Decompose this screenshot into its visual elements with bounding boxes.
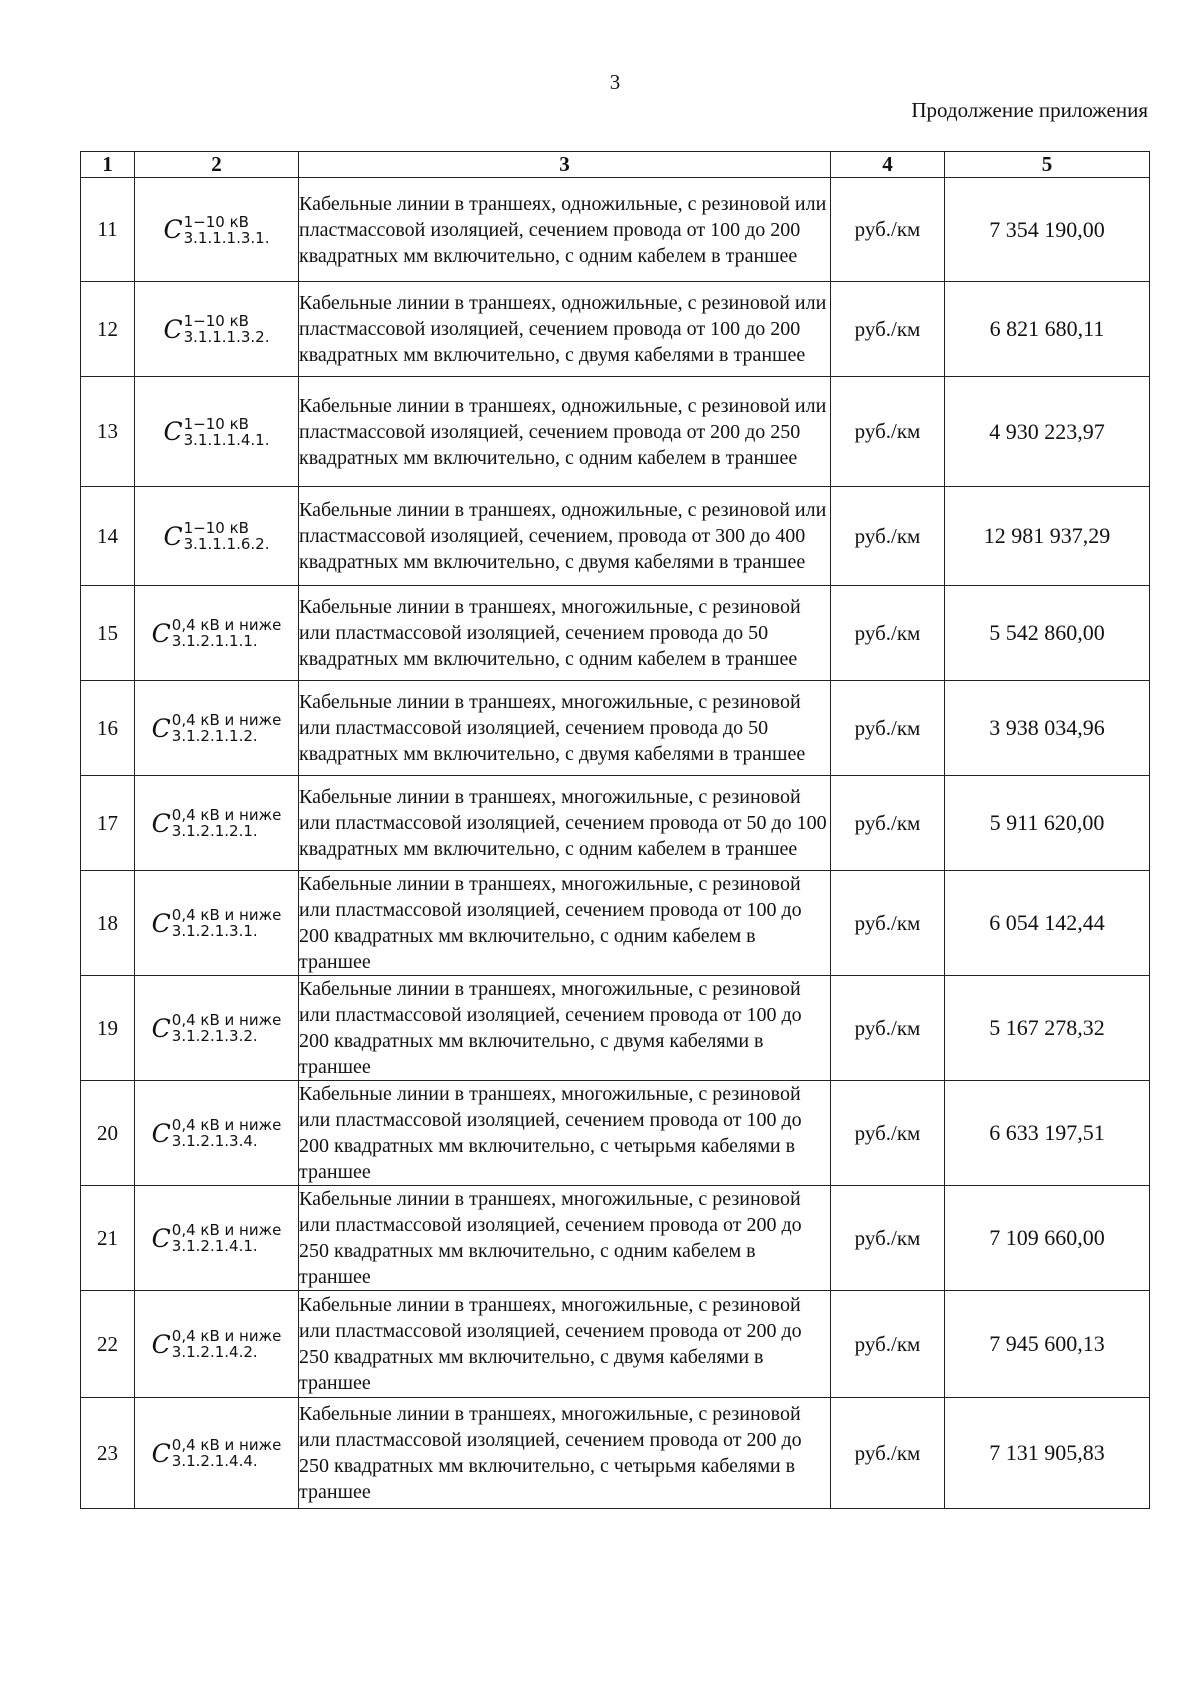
formula — [152, 907, 282, 939]
row-value: 7 109 660,00 — [945, 1186, 1150, 1291]
formula-scripts — [184, 214, 270, 246]
tariff-formula — [135, 776, 299, 871]
row-number: 15 — [81, 586, 135, 681]
row-value: 7 354 190,00 — [945, 178, 1150, 282]
row-description: Кабельные линии в траншеях, одножильные, с резиновой или пластмассовой изоляцией, сечением провода от 100 до 200 квадратных мм включительно, с одним кабелем в траншее — [299, 178, 831, 282]
header-col-3: 3 — [299, 152, 831, 178]
formula-voltage: 0,4 кВ и ниже — [171, 1011, 282, 1029]
tariff-formula — [135, 586, 299, 681]
formula-index: 3.1.2.1.2.1. — [171, 822, 258, 840]
tariff-formula — [135, 1398, 299, 1509]
formula-scripts — [172, 1222, 282, 1254]
tariff-formula — [135, 487, 299, 586]
formula-index: 3.1.1.1.3.1. — [183, 228, 270, 247]
tariff-formula — [135, 871, 299, 976]
tariff-formula — [135, 681, 299, 776]
row-number: 21 — [81, 1186, 135, 1291]
row-value: 5 542 860,00 — [945, 586, 1150, 681]
table-row — [81, 1081, 1150, 1186]
row-unit: руб./км — [831, 1291, 945, 1398]
formula-index: 3.1.1.1.3.2. — [183, 328, 270, 346]
formula-voltage: 0,4 кВ и ниже — [171, 906, 282, 924]
formula-voltage: 0,4 кВ и ниже — [171, 1116, 282, 1134]
formula — [163, 520, 269, 552]
row-number: 14 — [81, 487, 135, 586]
formula-voltage: 1−10 кВ — [183, 414, 249, 433]
formula-symbol: C — [151, 1223, 171, 1253]
formula-symbol: C — [151, 1013, 171, 1043]
row-unit: руб./км — [831, 487, 945, 586]
row-unit: руб./км — [831, 377, 945, 487]
formula-index: 3.1.2.1.3.4. — [171, 1132, 258, 1150]
row-value: 6 054 142,44 — [945, 871, 1150, 976]
row-unit: руб./км — [831, 976, 945, 1081]
table-row — [81, 487, 1150, 586]
table-row — [81, 871, 1150, 976]
formula-scripts — [172, 907, 282, 939]
formula — [152, 1437, 282, 1469]
table-row — [81, 976, 1150, 1081]
formula-symbol: C — [151, 808, 171, 838]
formula-scripts — [184, 520, 270, 552]
tariff-table — [80, 151, 1150, 1509]
formula-scripts — [184, 416, 270, 448]
table-header-row — [81, 152, 1150, 178]
formula — [152, 617, 282, 649]
row-number: 23 — [81, 1398, 135, 1509]
row-value: 7 131 905,83 — [945, 1398, 1150, 1509]
formula — [152, 1012, 282, 1044]
row-number: 16 — [81, 681, 135, 776]
row-description: Кабельные линии в траншеях, многожильные, с резиновой или пластмассовой изоляцией, сечением провода от 100 до 200 квадратных мм включительно, с четырьмя кабелями в траншее — [299, 1081, 831, 1186]
formula-symbol: C — [151, 618, 171, 648]
formula-symbol: C — [151, 1118, 171, 1148]
formula-voltage: 1−10 кВ — [183, 519, 249, 537]
tariff-formula — [135, 178, 299, 282]
row-description: Кабельные линии в траншеях, многожильные, с резиновой или пластмассовой изоляцией, сечением провода от 100 до 200 квадратных мм включительно, с одним кабелем в траншее — [299, 871, 831, 976]
formula — [163, 214, 269, 246]
row-unit: руб./км — [831, 871, 945, 976]
row-number: 22 — [81, 1291, 135, 1398]
row-number: 19 — [81, 976, 135, 1081]
formula-index: 3.1.1.1.4.1. — [183, 430, 270, 449]
tariff-formula — [135, 1081, 299, 1186]
formula-voltage: 0,4 кВ и ниже — [171, 1327, 282, 1345]
table-body — [81, 178, 1150, 1509]
row-description: Кабельные линии в траншеях, одножильные, с резиновой или пластмассовой изоляцией, сечением провода от 100 до 200 квадратных мм включительно, с двумя кабелями в траншее — [299, 282, 831, 377]
formula-scripts — [172, 1012, 282, 1044]
row-description: Кабельные линии в траншеях, многожильные, с резиновой или пластмассовой изоляцией, сечением провода от 100 до 200 квадратных мм включительно, с двумя кабелями в траншее — [299, 976, 831, 1081]
header-col-4: 4 — [831, 152, 945, 178]
formula-index: 3.1.2.1.4.2. — [171, 1343, 258, 1361]
formula-voltage: 0,4 кВ и ниже — [171, 806, 282, 824]
row-number: 13 — [81, 377, 135, 487]
formula-voltage: 0,4 кВ и ниже — [171, 1436, 282, 1454]
tariff-formula — [135, 976, 299, 1081]
row-unit: руб./км — [831, 681, 945, 776]
header-col-2: 2 — [135, 152, 299, 178]
row-unit: руб./км — [831, 1186, 945, 1291]
formula-symbol: C — [151, 1329, 171, 1359]
header-col-1: 1 — [81, 152, 135, 178]
tariff-formula — [135, 377, 299, 487]
row-number: 20 — [81, 1081, 135, 1186]
formula-voltage: 0,4 кВ и ниже — [171, 1221, 282, 1239]
table-row — [81, 178, 1150, 282]
row-description: Кабельные линии в траншеях, многожильные, с резиновой или пластмассовой изоляцией, сечением провода от 200 до 250 квадратных мм включительно, с двумя кабелями в траншее — [299, 1291, 831, 1398]
table-row — [81, 1398, 1150, 1509]
formula-scripts — [172, 1328, 282, 1360]
formula-voltage: 0,4 кВ и ниже — [171, 711, 282, 729]
formula — [163, 313, 269, 345]
table-row — [81, 776, 1150, 871]
formula-index: 3.1.2.1.3.2. — [171, 1027, 258, 1045]
continuation-label: Продолжение приложения — [911, 98, 1148, 122]
row-value: 5 911 620,00 — [945, 776, 1150, 871]
formula-symbol: C — [151, 713, 171, 743]
row-value: 6 633 197,51 — [945, 1081, 1150, 1186]
row-value: 3 938 034,96 — [945, 681, 1150, 776]
row-description: Кабельные линии в траншеях, многожильные, с резиновой или пластмассовой изоляцией, сечением провода от 50 до 100 квадратных мм включительно, с одним кабелем в траншее — [299, 776, 831, 871]
page-number: 3 — [609, 70, 621, 94]
row-unit: руб./км — [831, 282, 945, 377]
formula-index: 3.1.2.1.1.2. — [171, 727, 258, 745]
table-row — [81, 1186, 1150, 1291]
table-row — [81, 586, 1150, 681]
formula — [152, 1117, 282, 1149]
formula-symbol: C — [163, 417, 183, 446]
formula-index: 3.1.2.1.1.1. — [171, 632, 258, 650]
formula — [163, 416, 269, 448]
formula-voltage: 1−10 кВ — [183, 312, 249, 330]
row-unit: руб./км — [831, 1081, 945, 1186]
formula-scripts — [184, 313, 270, 345]
formula-index: 3.1.1.1.6.2. — [183, 535, 270, 553]
row-value: 6 821 680,11 — [945, 282, 1150, 377]
row-unit: руб./км — [831, 586, 945, 681]
formula-symbol: C — [163, 215, 183, 244]
formula-index: 3.1.2.1.4.4. — [171, 1452, 258, 1470]
row-unit: руб./км — [831, 178, 945, 282]
formula — [152, 807, 282, 839]
formula — [152, 1328, 282, 1360]
row-description: Кабельные линии в траншеях, одножильные, с резиновой или пластмассовой изоляцией, сечением, провода от 300 до 400 квадратных мм включительно, с двумя кабелями в траншее — [299, 487, 831, 586]
formula-scripts — [172, 1117, 282, 1149]
row-number: 12 — [81, 282, 135, 377]
formula-voltage: 0,4 кВ и ниже — [171, 616, 282, 634]
formula-voltage: 1−10 кВ — [183, 212, 249, 231]
table-row — [81, 377, 1150, 487]
formula-scripts — [172, 617, 282, 649]
formula-symbol: C — [151, 908, 171, 938]
tariff-formula — [135, 1291, 299, 1398]
row-number: 17 — [81, 776, 135, 871]
formula — [152, 712, 282, 744]
row-description: Кабельные линии в траншеях, многожильные, с резиновой или пластмассовой изоляцией, сечением провода от 200 до 250 квадратных мм включительно, с четырьмя кабелями в траншее — [299, 1398, 831, 1509]
row-value: 4 930 223,97 — [945, 377, 1150, 487]
row-value: 5 167 278,32 — [945, 976, 1150, 1081]
table-row — [81, 1291, 1150, 1398]
row-description: Кабельные линии в траншеях, многожильные, с резиновой или пластмассовой изоляцией, сечением провода до 50 квадратных мм включительно, с двумя кабелями в траншее — [299, 681, 831, 776]
row-description: Кабельные линии в траншеях, одножильные, с резиновой или пластмассовой изоляцией, сечением провода от 200 до 250 квадратных мм включительно, с одним кабелем в траншее — [299, 377, 831, 487]
row-description: Кабельные линии в траншеях, многожильные, с резиновой или пластмассовой изоляцией, сечением провода до 50 квадратных мм включительно, с одним кабелем в траншее — [299, 586, 831, 681]
row-value: 12 981 937,29 — [945, 487, 1150, 586]
tariff-formula — [135, 1186, 299, 1291]
table-row — [81, 681, 1150, 776]
table-row — [81, 282, 1150, 377]
formula-scripts — [172, 1437, 282, 1469]
header-col-5: 5 — [945, 152, 1150, 178]
formula-symbol: C — [151, 1438, 171, 1468]
row-unit: руб./км — [831, 776, 945, 871]
formula-scripts — [172, 712, 282, 744]
row-description: Кабельные линии в траншеях, многожильные, с резиновой или пластмассовой изоляцией, сечением провода от 200 до 250 квадратных мм включительно, с одним кабелем в траншее — [299, 1186, 831, 1291]
formula-symbol: C — [163, 314, 183, 344]
tariff-formula — [135, 282, 299, 377]
formula — [152, 1222, 282, 1254]
row-value: 7 945 600,13 — [945, 1291, 1150, 1398]
row-number: 18 — [81, 871, 135, 976]
row-unit: руб./км — [831, 1398, 945, 1509]
row-number: 11 — [81, 178, 135, 282]
formula-index: 3.1.2.1.3.1. — [171, 922, 258, 940]
formula-scripts — [172, 807, 282, 839]
formula-symbol: C — [163, 521, 183, 551]
formula-index: 3.1.2.1.4.1. — [171, 1237, 258, 1255]
